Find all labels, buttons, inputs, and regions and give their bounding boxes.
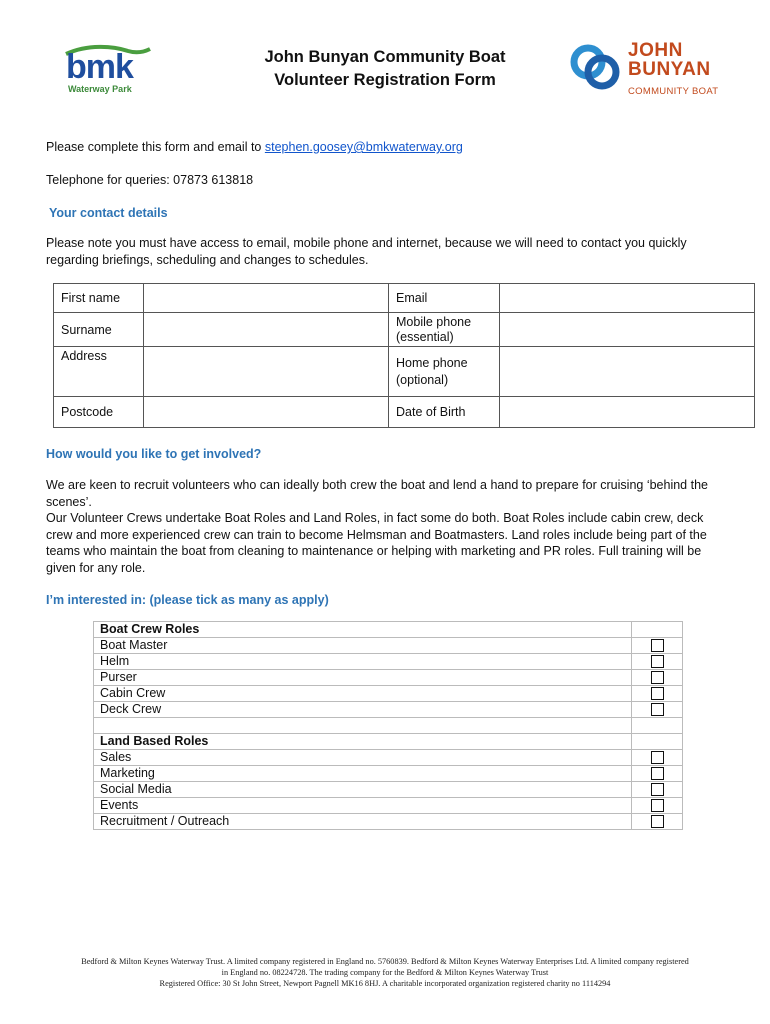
role-cabin-crew: Cabin Crew — [94, 686, 632, 702]
role-sales: Sales — [94, 750, 632, 766]
checkbox-boat-master[interactable] — [651, 639, 664, 652]
dob-label: Date of Birth — [389, 397, 500, 428]
address-field[interactable] — [144, 347, 389, 397]
land-roles-heading: Land Based Roles — [94, 734, 632, 750]
role-helm: Helm — [94, 654, 632, 670]
mobile-phone-label: Mobile phone (essential) — [389, 313, 500, 347]
role-purser: Purser — [94, 670, 632, 686]
checkbox-helm[interactable] — [651, 655, 664, 668]
role-events: Events — [94, 798, 632, 814]
role-social-media: Social Media — [94, 782, 632, 798]
surname-label: Surname — [54, 313, 144, 347]
checkbox-deck-crew[interactable] — [651, 703, 664, 716]
first-name-field[interactable] — [144, 284, 389, 313]
surname-field[interactable] — [144, 313, 389, 347]
john-bunyan-logo-text: JOHN BUNYAN — [628, 40, 711, 80]
home-phone-field[interactable] — [500, 347, 755, 397]
john-bunyan-logo — [568, 40, 738, 100]
home-phone-label: Home phone (optional) — [389, 347, 500, 397]
contact-details-table — [53, 283, 755, 428]
involve-heading: How would you like to get involved? — [46, 447, 262, 461]
checkbox-recruitment[interactable] — [651, 815, 664, 828]
role-boat-master: Boat Master — [94, 638, 632, 654]
checkbox-marketing[interactable] — [651, 767, 664, 780]
email-field[interactable] — [500, 284, 755, 313]
mobile-phone-field[interactable] — [500, 313, 755, 347]
footer: Bedford & Milton Keynes Waterway Trust. A limited company registered in England no. 5760839. Bedford & Milton Keynes Waterway Enterprises Ltd. A limited company registered in England no. 08224728. The trading company for the Bedford & Milton Keynes Waterway Trust Registered Office: 30 St John Street, Newport Pagnell MK16 8HJ. A charitable incorporated organization registered charity no 1114294 — [81, 957, 689, 988]
checkbox-social-media[interactable] — [651, 783, 664, 796]
contact-note: Please note you must have access to email, mobile phone and internet, because we will need to contact you quickly regarding briefings, scheduling and changes to schedules. — [46, 236, 687, 267]
involve-paragraph-2: Our Volunteer Crews undertake Boat Roles and Land Roles, in fact some do both. Boat Roles include cabin crew, deck crew and more experienced crew can train to become Helmsman and Boatmasters. Land roles include being part of the teams who maintain the boat from cleaning to maintenance or helping with marketing and PR roles. Full training will be given for any role. — [46, 511, 707, 575]
address-label: Address — [54, 347, 144, 397]
postcode-label: Postcode — [54, 397, 144, 428]
role-deck-crew: Deck Crew — [94, 702, 632, 718]
checkbox-cabin-crew[interactable] — [651, 687, 664, 700]
email-label: Email — [389, 284, 500, 313]
checkbox-sales[interactable] — [651, 751, 664, 764]
checkbox-events[interactable] — [651, 799, 664, 812]
email-link[interactable]: stephen.goosey@bmkwaterway.org — [264, 140, 463, 154]
bmk-logo-subtext: Waterway Park — [68, 84, 132, 94]
interest-heading: I’m interested in: (please tick as many as apply) — [46, 593, 329, 607]
contact-heading: Your contact details — [49, 206, 168, 220]
bmk-logo-text: bmk — [66, 48, 133, 86]
involve-paragraph-1: We are keen to recruit volunteers who can ideally both crew the boat and lend a hand to prepare for cruising ‘behind the scenes’. — [46, 478, 708, 509]
postcode-field[interactable] — [144, 397, 389, 428]
role-marketing: Marketing — [94, 766, 632, 782]
telephone-text: Telephone for queries: 07873 613818 — [46, 173, 254, 187]
dob-field[interactable] — [500, 397, 755, 428]
role-recruitment: Recruitment / Outreach — [94, 814, 632, 830]
knot-icon — [568, 40, 624, 96]
bmk-waterway-park-logo — [58, 42, 158, 102]
boat-roles-heading: Boat Crew Roles — [94, 622, 632, 638]
john-bunyan-logo-subtext: COMMUNITY BOAT — [628, 86, 719, 97]
roles-table — [93, 621, 683, 830]
checkbox-purser[interactable] — [651, 671, 664, 684]
email-instruction: Please complete this form and email to stephen.goosey@bmkwaterway.org — [46, 140, 463, 154]
first-name-label: First name — [54, 284, 144, 313]
page-title: John Bunyan Community Boat Volunteer Registration Form — [264, 48, 506, 89]
